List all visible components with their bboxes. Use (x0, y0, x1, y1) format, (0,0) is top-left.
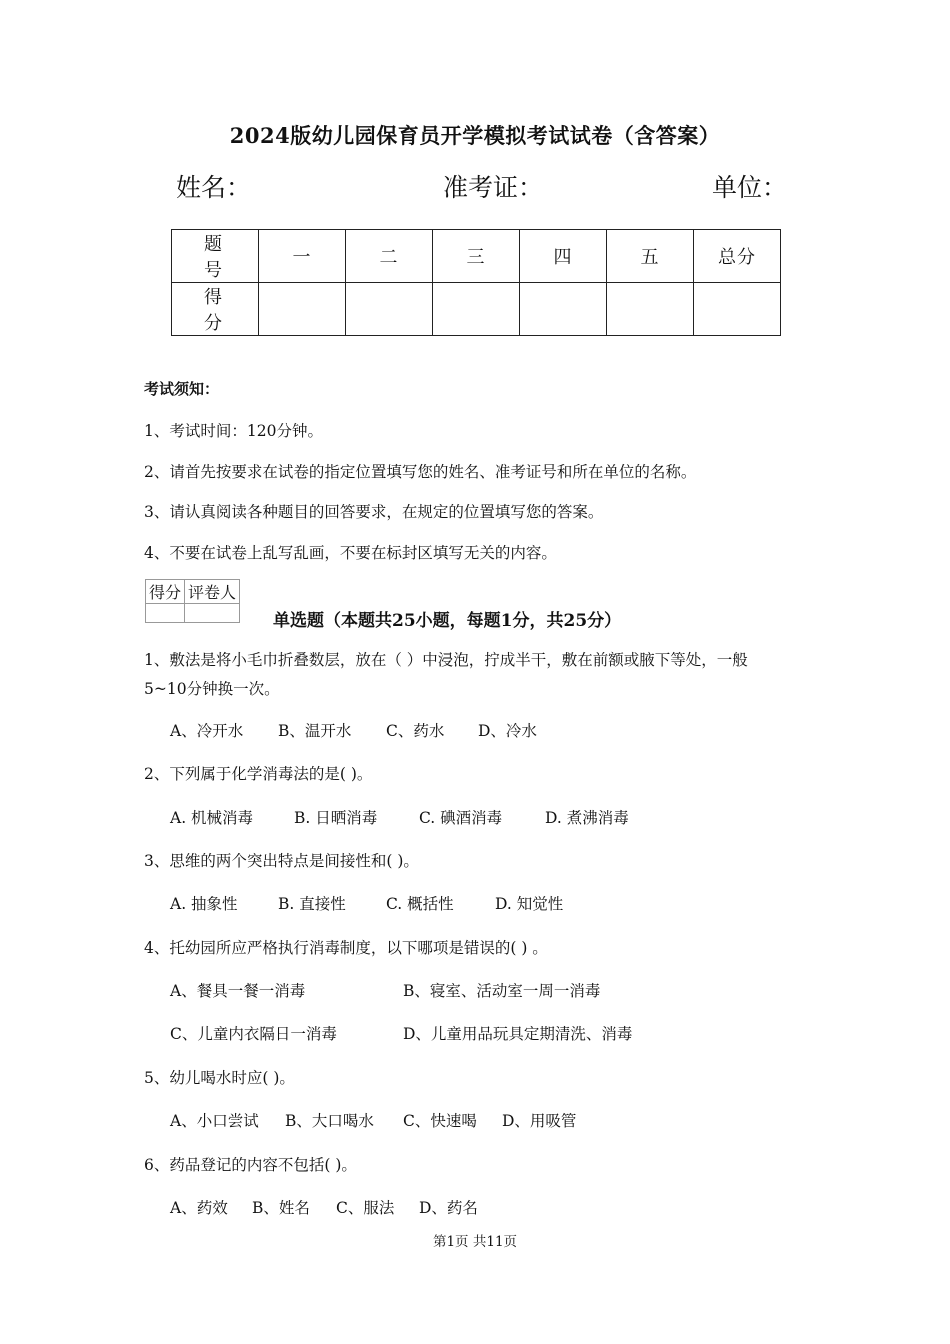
exam-title: 2024版幼儿园保育员开学模拟考试试卷（含答案） (229, 123, 721, 148)
option-b[interactable]: B. 日晒消毒 (294, 809, 378, 827)
score-header-cell: 四 (520, 230, 607, 283)
option-c[interactable]: C、服法 (336, 1199, 395, 1217)
note-item: 3、请认真阅读各种题目的回答要求，在规定的位置填写您的答案。 (144, 503, 604, 521)
question-options (170, 719, 790, 741)
score-cell[interactable] (259, 283, 346, 336)
score-cell[interactable] (346, 283, 433, 336)
option-a[interactable]: A、冷开水 (170, 722, 244, 740)
option-d[interactable]: D、儿童用品玩具定期清洗、消毒 (403, 1025, 633, 1043)
question-stem: 1、敷法是将小毛巾折叠数层，放在（ ）中浸泡，拧成半干，敷在前额或腋下等处，一般 (144, 651, 748, 669)
score-cell[interactable] (607, 283, 694, 336)
section-title: 单选题（本题共25小题，每题1分，共25分） (273, 611, 622, 631)
score-table (171, 229, 781, 336)
score-table-header-row (172, 230, 781, 283)
candidate-info-row (0, 168, 950, 208)
exam-number-label: 准考证： (443, 173, 544, 202)
question-options (170, 892, 790, 914)
option-d[interactable]: D、用吸管 (502, 1112, 577, 1130)
question-options (170, 1196, 790, 1218)
page-number: 第1页 共11页 (432, 1234, 518, 1250)
option-c[interactable]: C、快速喝 (403, 1112, 477, 1130)
option-b[interactable]: B、寝室、活动室一周一消毒 (403, 982, 601, 1000)
option-c[interactable]: C、儿童内衣隔日一消毒 (170, 1025, 337, 1043)
option-a[interactable]: A、餐具一餐一消毒 (170, 982, 306, 1000)
question-stem: 2、下列属于化学消毒法的是( )。 (144, 765, 373, 783)
question-stem: 4、托幼园所应严格执行消毒制度，以下哪项是错误的( ) 。 (144, 939, 548, 957)
score-header-cell: 一 (259, 230, 346, 283)
option-a[interactable]: A. 抽象性 (170, 895, 238, 913)
question-stem-continued: 5~10分钟换一次。 (144, 680, 280, 698)
unit-label: 单位： (712, 173, 788, 202)
option-b[interactable]: B、姓名 (252, 1199, 310, 1217)
question-stem: 3、思维的两个突出特点是间接性和( )。 (144, 852, 419, 870)
name-label: 姓名： (176, 173, 252, 202)
question-stem: 5、幼儿喝水时应( )。 (144, 1069, 295, 1087)
question-options (170, 1022, 790, 1044)
option-b[interactable]: B、温开水 (278, 722, 352, 740)
option-a[interactable]: A、小口尝试 (170, 1112, 259, 1130)
grader-name-label: 评卷人 (185, 580, 240, 604)
score-cell[interactable] (520, 283, 607, 336)
score-header-cell: 总分 (694, 230, 781, 283)
question-options (170, 1109, 790, 1131)
question-options (170, 979, 790, 1001)
score-header-cell: 题 号 (172, 230, 259, 283)
note-item: 2、请首先按要求在试卷的指定位置填写您的姓名、准考证号和所在单位的名称。 (144, 463, 697, 481)
option-d[interactable]: D、冷水 (478, 722, 537, 740)
option-d[interactable]: D. 煮沸消毒 (545, 809, 629, 827)
question-stem: 6、药品登记的内容不包括( )。 (144, 1156, 357, 1174)
grader-name-cell[interactable] (185, 604, 240, 623)
grader-score-cell[interactable] (146, 604, 185, 623)
option-a[interactable]: A、药效 (170, 1199, 228, 1217)
score-row-label: 得 分 (172, 283, 259, 336)
grader-table (145, 579, 240, 623)
option-d[interactable]: D、药名 (419, 1199, 478, 1217)
score-cell[interactable] (433, 283, 520, 336)
option-d[interactable]: D. 知觉性 (495, 895, 564, 913)
note-item: 1、考试时间：120分钟。 (144, 422, 323, 440)
score-cell[interactable] (694, 283, 781, 336)
score-header-cell: 五 (607, 230, 694, 283)
score-table-score-row (172, 283, 781, 336)
option-c[interactable]: C. 概括性 (386, 895, 454, 913)
score-header-cell: 三 (433, 230, 520, 283)
score-header-cell: 二 (346, 230, 433, 283)
question-options (170, 806, 790, 828)
note-item: 4、不要在试卷上乱写乱画，不要在标封区填写无关的内容。 (144, 544, 557, 562)
option-b[interactable]: B、大口喝水 (285, 1112, 374, 1130)
notes-title: 考试须知： (144, 380, 220, 398)
option-a[interactable]: A. 机械消毒 (170, 809, 254, 827)
option-b[interactable]: B. 直接性 (278, 895, 346, 913)
option-c[interactable]: C、药水 (386, 722, 445, 740)
grader-score-label: 得分 (146, 580, 185, 604)
option-c[interactable]: C. 碘酒消毒 (419, 809, 503, 827)
